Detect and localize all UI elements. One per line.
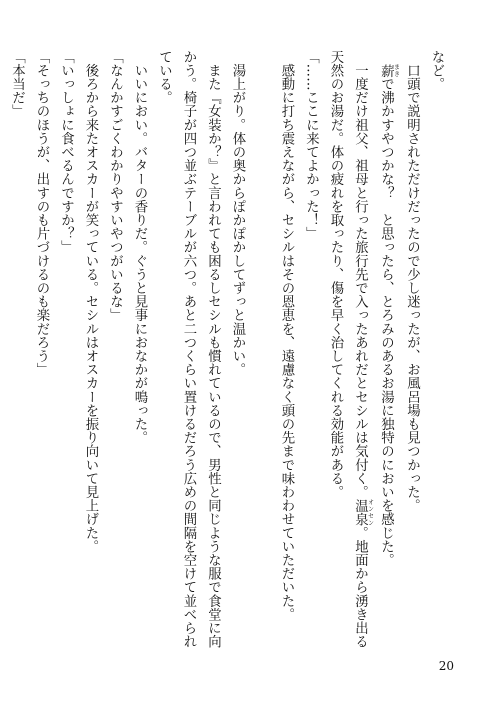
text-line: 「いっしょに食べるんですか？」 xyxy=(58,50,74,254)
text-line xyxy=(373,50,399,650)
text-line: 「本当だ」 xyxy=(9,50,25,118)
text-line: ている。 xyxy=(156,50,172,105)
text-line: など。 xyxy=(429,50,444,91)
text-line: かう。椅子が四つ並ぶテーブルが六つ。あと二つくらい置けるだろう広めの間隔を空けて並べられ xyxy=(181,50,196,649)
page-number: 20 xyxy=(438,659,454,673)
text-line-head: 一度だけ祖父、祖母と行った旅行先で入ったあれだとセシルは気付く。 xyxy=(352,50,368,499)
text-line-rest: で沸かすやつかな？ と思ったら、とろみのあるお湯に独特のにおいを感じた。 xyxy=(378,77,394,567)
ruby-maki xyxy=(378,63,400,78)
vertical-body-text xyxy=(9,50,448,650)
text-line: 感動に打ち震えながら、セシルはその恩恵を、遠慮なく頭の先まで味わわせていただいた。 xyxy=(279,50,294,622)
ruby-onsen xyxy=(352,498,374,527)
ruby-reading: オンセン xyxy=(366,498,374,527)
text-line: 天然のお湯だ。体の疲れを取ったり、傷を早く治してくれる効能がある。 xyxy=(328,50,343,499)
text-line-rest: 。地面から湧き出る xyxy=(352,526,368,649)
text-line: いいにおい。バターの香りだ。ぐうと見事におなかが鳴った。 xyxy=(132,50,147,445)
text-line: 「……ここに来てよかった！」 xyxy=(303,50,319,241)
ruby-base: 薪 xyxy=(378,63,394,78)
text-line: 「なんかすごくわかりやすいやつがいるな」 xyxy=(107,50,123,322)
text-line: 口頭で説明されただけだったので少し迷ったが、お風呂場も見つかった。 xyxy=(404,50,420,513)
text-line: 湯上がり。体の奥からぽかぽかしてずっと温かい。 xyxy=(230,50,245,377)
text-line: 後ろから来たオスカーが笑っている。セシルはオスカーを振り向いて見上げた。 xyxy=(83,50,98,554)
ruby-reading: まき xyxy=(392,63,400,78)
section-break xyxy=(249,50,274,60)
text-line xyxy=(347,50,373,650)
ruby-base: 温泉 xyxy=(352,498,368,527)
text-line: また『女装か？』と言われても困るしセシルも慣れているので、男性と同じような服で食堂に向 xyxy=(205,50,221,649)
text-line: 「そっちのほうが、出すのも片づけるのも楽だろう」 xyxy=(34,50,49,377)
